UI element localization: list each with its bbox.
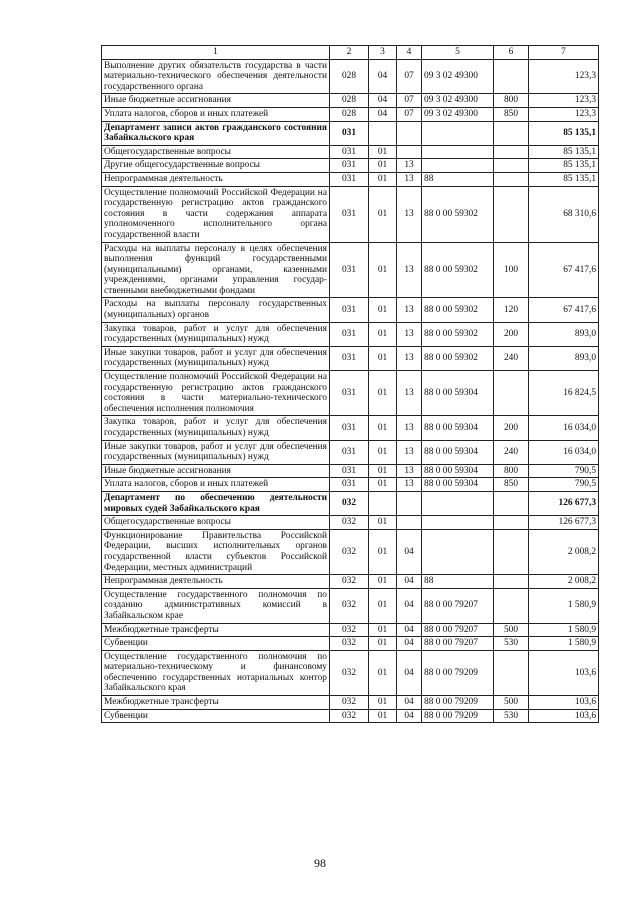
subsection-code: 04: [397, 623, 422, 637]
ministry-code: 032: [330, 637, 369, 651]
ministry-code: 032: [330, 516, 369, 530]
expense-type-code: [494, 121, 529, 145]
target-item-code: 88 0 00 59302: [422, 346, 494, 370]
ministry-code: 031: [330, 298, 369, 322]
item-name: Межбюджетные трансферты: [102, 696, 330, 710]
item-name: Осуществление полномочий Российской Федерации на государственную регистрацию актов гражданского состояния в части материально-технического обеспечения исполнения полномочия: [102, 371, 330, 416]
table-row: [102, 346, 599, 370]
subsection-code: 04: [397, 588, 422, 623]
subsection-code: 07: [397, 107, 422, 121]
subsection-code: 04: [397, 696, 422, 710]
section-code: 01: [369, 416, 397, 440]
target-item-code: 88 0 00 59304: [422, 478, 494, 492]
amount: 103,6: [529, 650, 599, 695]
item-name: Закупка товаров, работ и услуг для обеспечения государственных (муниципальных) нужд: [102, 322, 330, 346]
amount: 16 034,0: [529, 416, 599, 440]
subsection-code: 07: [397, 94, 422, 108]
table-row: [102, 322, 599, 346]
ministry-code: 032: [330, 529, 369, 574]
subsection-code: 13: [397, 464, 422, 478]
ministry-code: 031: [330, 121, 369, 145]
target-item-code: 09 3 02 49300: [422, 94, 494, 108]
subsection-code: 13: [397, 242, 422, 298]
ministry-code: 031: [330, 172, 369, 186]
section-code: 01: [369, 696, 397, 710]
expense-type-code: 800: [494, 94, 529, 108]
header-col-3: 3: [369, 46, 397, 60]
subsection-code: 13: [397, 159, 422, 173]
section-code: 01: [369, 322, 397, 346]
target-item-code: 88 0 00 79207: [422, 637, 494, 651]
subsection-code: 04: [397, 529, 422, 574]
table-row: [102, 94, 599, 108]
table-row: [102, 298, 599, 322]
amount: 16 034,0: [529, 440, 599, 464]
section-code: 01: [369, 588, 397, 623]
section-code: 01: [369, 346, 397, 370]
item-name: Непрограммная деятельность: [102, 575, 330, 589]
ministry-code: 031: [330, 371, 369, 416]
table-row: [102, 516, 599, 530]
header-row: [102, 46, 599, 60]
table-row: [102, 575, 599, 589]
target-item-code: 88 0 00 59304: [422, 416, 494, 440]
table-row: [102, 637, 599, 651]
table-row: [102, 709, 599, 723]
target-item-code: 88 0 00 59302: [422, 298, 494, 322]
subsection-code: [397, 121, 422, 145]
expense-type-code: 500: [494, 696, 529, 710]
expense-type-code: 530: [494, 709, 529, 723]
header-col-1: 1: [102, 46, 330, 60]
item-name: Общегосударственные вопросы: [102, 516, 330, 530]
target-item-code: [422, 159, 494, 173]
amount: 123,3: [529, 59, 599, 94]
expense-type-code: 200: [494, 416, 529, 440]
target-item-code: 88 0 00 79209: [422, 696, 494, 710]
subsection-code: 13: [397, 186, 422, 242]
section-code: 01: [369, 242, 397, 298]
table-row: [102, 172, 599, 186]
expense-type-code: [494, 575, 529, 589]
header-col-6: 6: [494, 46, 529, 60]
ministry-code: 032: [330, 650, 369, 695]
expense-type-code: [494, 172, 529, 186]
amount: 16 824,5: [529, 371, 599, 416]
ministry-code: 031: [330, 416, 369, 440]
target-item-code: 88 0 00 59302: [422, 322, 494, 346]
target-item-code: 88 0 00 59304: [422, 440, 494, 464]
table-row: [102, 588, 599, 623]
amount: 2 008,2: [529, 575, 599, 589]
target-item-code: 09 3 02 49300: [422, 107, 494, 121]
item-name: Иные закупки товаров, работ и услуг для обеспечения государственных (муниципальных) нужд: [102, 346, 330, 370]
amount: 790,5: [529, 478, 599, 492]
table-row: [102, 59, 599, 94]
subsection-code: 04: [397, 650, 422, 695]
section-code: 01: [369, 623, 397, 637]
amount: 85 135,1: [529, 121, 599, 145]
subsection-code: 04: [397, 709, 422, 723]
section-code: 01: [369, 650, 397, 695]
ministry-code: 032: [330, 623, 369, 637]
table-row: [102, 464, 599, 478]
section-code: 01: [369, 464, 397, 478]
header-col-7: 7: [529, 46, 599, 60]
amount: 1 580,9: [529, 637, 599, 651]
section-code: [369, 491, 397, 515]
item-name: Общегосударственные вопросы: [102, 145, 330, 159]
amount: 1 580,9: [529, 588, 599, 623]
item-name: Другие общегосударственные вопросы: [102, 159, 330, 173]
ministry-code: 032: [330, 709, 369, 723]
target-item-code: 88 0 00 59302: [422, 242, 494, 298]
ministry-code: 031: [330, 186, 369, 242]
section-code: 04: [369, 107, 397, 121]
amount: 1 580,9: [529, 623, 599, 637]
header-col-4: 4: [397, 46, 422, 60]
amount: 103,6: [529, 696, 599, 710]
amount: 123,3: [529, 107, 599, 121]
expense-type-code: [494, 588, 529, 623]
table-row: [102, 107, 599, 121]
section-code: 01: [369, 371, 397, 416]
table-row: [102, 242, 599, 298]
item-name: Осуществление полномочий Российской Федерации на государственную регистрацию актов гражданского состояния в части содержания аппарата уполномоченного исполнительного органа государственной власти: [102, 186, 330, 242]
table-row: [102, 491, 599, 515]
table-row: [102, 145, 599, 159]
subsection-code: 07: [397, 59, 422, 94]
item-name: Расходы на выплаты персоналу государственных (муниципальных) органов: [102, 298, 330, 322]
subsection-code: 13: [397, 172, 422, 186]
expense-type-code: 800: [494, 464, 529, 478]
table-row: [102, 416, 599, 440]
item-name: Иные закупки товаров, работ и услуг для обеспечения государственных (муниципальных) нужд: [102, 440, 330, 464]
item-name: Иные бюджетные ассигнования: [102, 464, 330, 478]
target-item-code: 88 0 00 79207: [422, 623, 494, 637]
ministry-code: 031: [330, 145, 369, 159]
item-name: Межбюджетные трансферты: [102, 623, 330, 637]
table-row: [102, 529, 599, 574]
section-code: 01: [369, 637, 397, 651]
section-code: 01: [369, 478, 397, 492]
ministry-code: 032: [330, 588, 369, 623]
subsection-code: [397, 145, 422, 159]
target-item-code: 88 0 00 79207: [422, 588, 494, 623]
ministry-code: 031: [330, 322, 369, 346]
expense-type-code: [494, 650, 529, 695]
amount: 2 008,2: [529, 529, 599, 574]
target-item-code: [422, 516, 494, 530]
target-item-code: 88 0 00 59304: [422, 371, 494, 416]
subsection-code: 04: [397, 637, 422, 651]
ministry-code: 031: [330, 464, 369, 478]
expense-type-code: 530: [494, 637, 529, 651]
ministry-code: 032: [330, 696, 369, 710]
expense-type-code: 500: [494, 623, 529, 637]
amount: 85 135,1: [529, 172, 599, 186]
subsection-code: 13: [397, 346, 422, 370]
target-item-code: 88: [422, 172, 494, 186]
header-col-5: 5: [422, 46, 494, 60]
target-item-code: [422, 121, 494, 145]
amount: 790,5: [529, 464, 599, 478]
ministry-code: 031: [330, 478, 369, 492]
item-name: Непрограммная деятельность: [102, 172, 330, 186]
table-row: [102, 440, 599, 464]
expense-type-code: 100: [494, 242, 529, 298]
target-item-code: 88 0 00 79209: [422, 650, 494, 695]
section-code: 01: [369, 575, 397, 589]
target-item-code: 09 3 02 49300: [422, 59, 494, 94]
subsection-code: 04: [397, 575, 422, 589]
amount: 893,0: [529, 346, 599, 370]
section-code: 01: [369, 516, 397, 530]
table-row: [102, 623, 599, 637]
ministry-code: 031: [330, 159, 369, 173]
expense-type-code: [494, 371, 529, 416]
target-item-code: 88 0 00 59302: [422, 186, 494, 242]
amount: 85 135,1: [529, 159, 599, 173]
ministry-code: 032: [330, 575, 369, 589]
subsection-code: 13: [397, 416, 422, 440]
target-item-code: [422, 491, 494, 515]
section-code: 01: [369, 159, 397, 173]
page-number: 98: [314, 856, 326, 870]
expense-type-code: 200: [494, 322, 529, 346]
expense-type-code: [494, 59, 529, 94]
item-name: Иные бюджетные ассигнования: [102, 94, 330, 108]
header-col-2: 2: [330, 46, 369, 60]
ministry-code: 028: [330, 59, 369, 94]
item-name: Уплата налогов, сборов и иных платежей: [102, 478, 330, 492]
subsection-code: 13: [397, 298, 422, 322]
amount: 126 677,3: [529, 491, 599, 515]
ministry-code: 031: [330, 346, 369, 370]
item-name: Департамент по обеспечению деятельности мировых судей Забайкальского края: [102, 491, 330, 515]
amount: 67 417,6: [529, 242, 599, 298]
expense-type-code: [494, 159, 529, 173]
item-name: Департамент записи актов гражданского состояния Забайкальского края: [102, 121, 330, 145]
section-code: 04: [369, 59, 397, 94]
ministry-code: 031: [330, 242, 369, 298]
expense-type-code: 850: [494, 107, 529, 121]
expense-type-code: [494, 516, 529, 530]
amount: 123,3: [529, 94, 599, 108]
table-row: [102, 159, 599, 173]
ministry-code: 028: [330, 94, 369, 108]
item-name: Субвенции: [102, 709, 330, 723]
amount: 68 310,6: [529, 186, 599, 242]
amount: 103,6: [529, 709, 599, 723]
ministry-code: 028: [330, 107, 369, 121]
table-row: [102, 696, 599, 710]
table-row: [102, 650, 599, 695]
subsection-code: [397, 516, 422, 530]
target-item-code: 88 0 00 79209: [422, 709, 494, 723]
table-row: [102, 371, 599, 416]
item-name: Закупка товаров, работ и услуг для обеспечения государственных (муниципальных) нужд: [102, 416, 330, 440]
expense-type-code: [494, 145, 529, 159]
section-code: 01: [369, 298, 397, 322]
item-name: Уплата налогов, сборов и иных платежей: [102, 107, 330, 121]
amount: 126 677,3: [529, 516, 599, 530]
target-item-code: 88 0 00 59304: [422, 464, 494, 478]
section-code: 04: [369, 94, 397, 108]
ministry-code: 031: [330, 440, 369, 464]
amount: 893,0: [529, 322, 599, 346]
item-name: Субвенции: [102, 637, 330, 651]
subsection-code: 13: [397, 371, 422, 416]
target-item-code: [422, 529, 494, 574]
item-name: Осуществление государственного полномочия по материально-техническому и финансовому обеспечению государственных нотариальных контор Забайкальского края: [102, 650, 330, 695]
section-code: 01: [369, 440, 397, 464]
budget-table: [101, 45, 599, 723]
subsection-code: 13: [397, 440, 422, 464]
subsection-code: 13: [397, 322, 422, 346]
expense-type-code: [494, 529, 529, 574]
target-item-code: 88: [422, 575, 494, 589]
expense-type-code: 240: [494, 346, 529, 370]
table-row: [102, 186, 599, 242]
ministry-code: 032: [330, 491, 369, 515]
amount: 67 417,6: [529, 298, 599, 322]
section-code: 01: [369, 172, 397, 186]
section-code: 01: [369, 186, 397, 242]
section-code: 01: [369, 145, 397, 159]
table-row: [102, 478, 599, 492]
amount: 85 135,1: [529, 145, 599, 159]
section-code: [369, 121, 397, 145]
budget-table-body: [102, 46, 599, 723]
target-item-code: [422, 145, 494, 159]
item-name: Расходы на выплаты персоналу в целях обеспечения выполнения функций государственными (муниципальными) органами, казенными учреждениями, органами управления государственными внебюджетными фондами: [102, 242, 330, 298]
section-code: 01: [369, 529, 397, 574]
expense-type-code: [494, 491, 529, 515]
expense-type-code: 120: [494, 298, 529, 322]
expense-type-code: 240: [494, 440, 529, 464]
item-name: Выполнение других обязательств государства в части материально-технического обеспечения деятельности государственного органа: [102, 59, 330, 94]
item-name: Функционирование Правительства Российской Федерации, высших исполнительных органов государственной власти субъектов Российской Федерации, местных администраций: [102, 529, 330, 574]
item-name: Осуществление государственного полномочия по созданию административных комиссий в Забайкальском крае: [102, 588, 330, 623]
table-row: [102, 121, 599, 145]
expense-type-code: [494, 186, 529, 242]
subsection-code: 13: [397, 478, 422, 492]
subsection-code: [397, 491, 422, 515]
expense-type-code: 850: [494, 478, 529, 492]
section-code: 01: [369, 709, 397, 723]
